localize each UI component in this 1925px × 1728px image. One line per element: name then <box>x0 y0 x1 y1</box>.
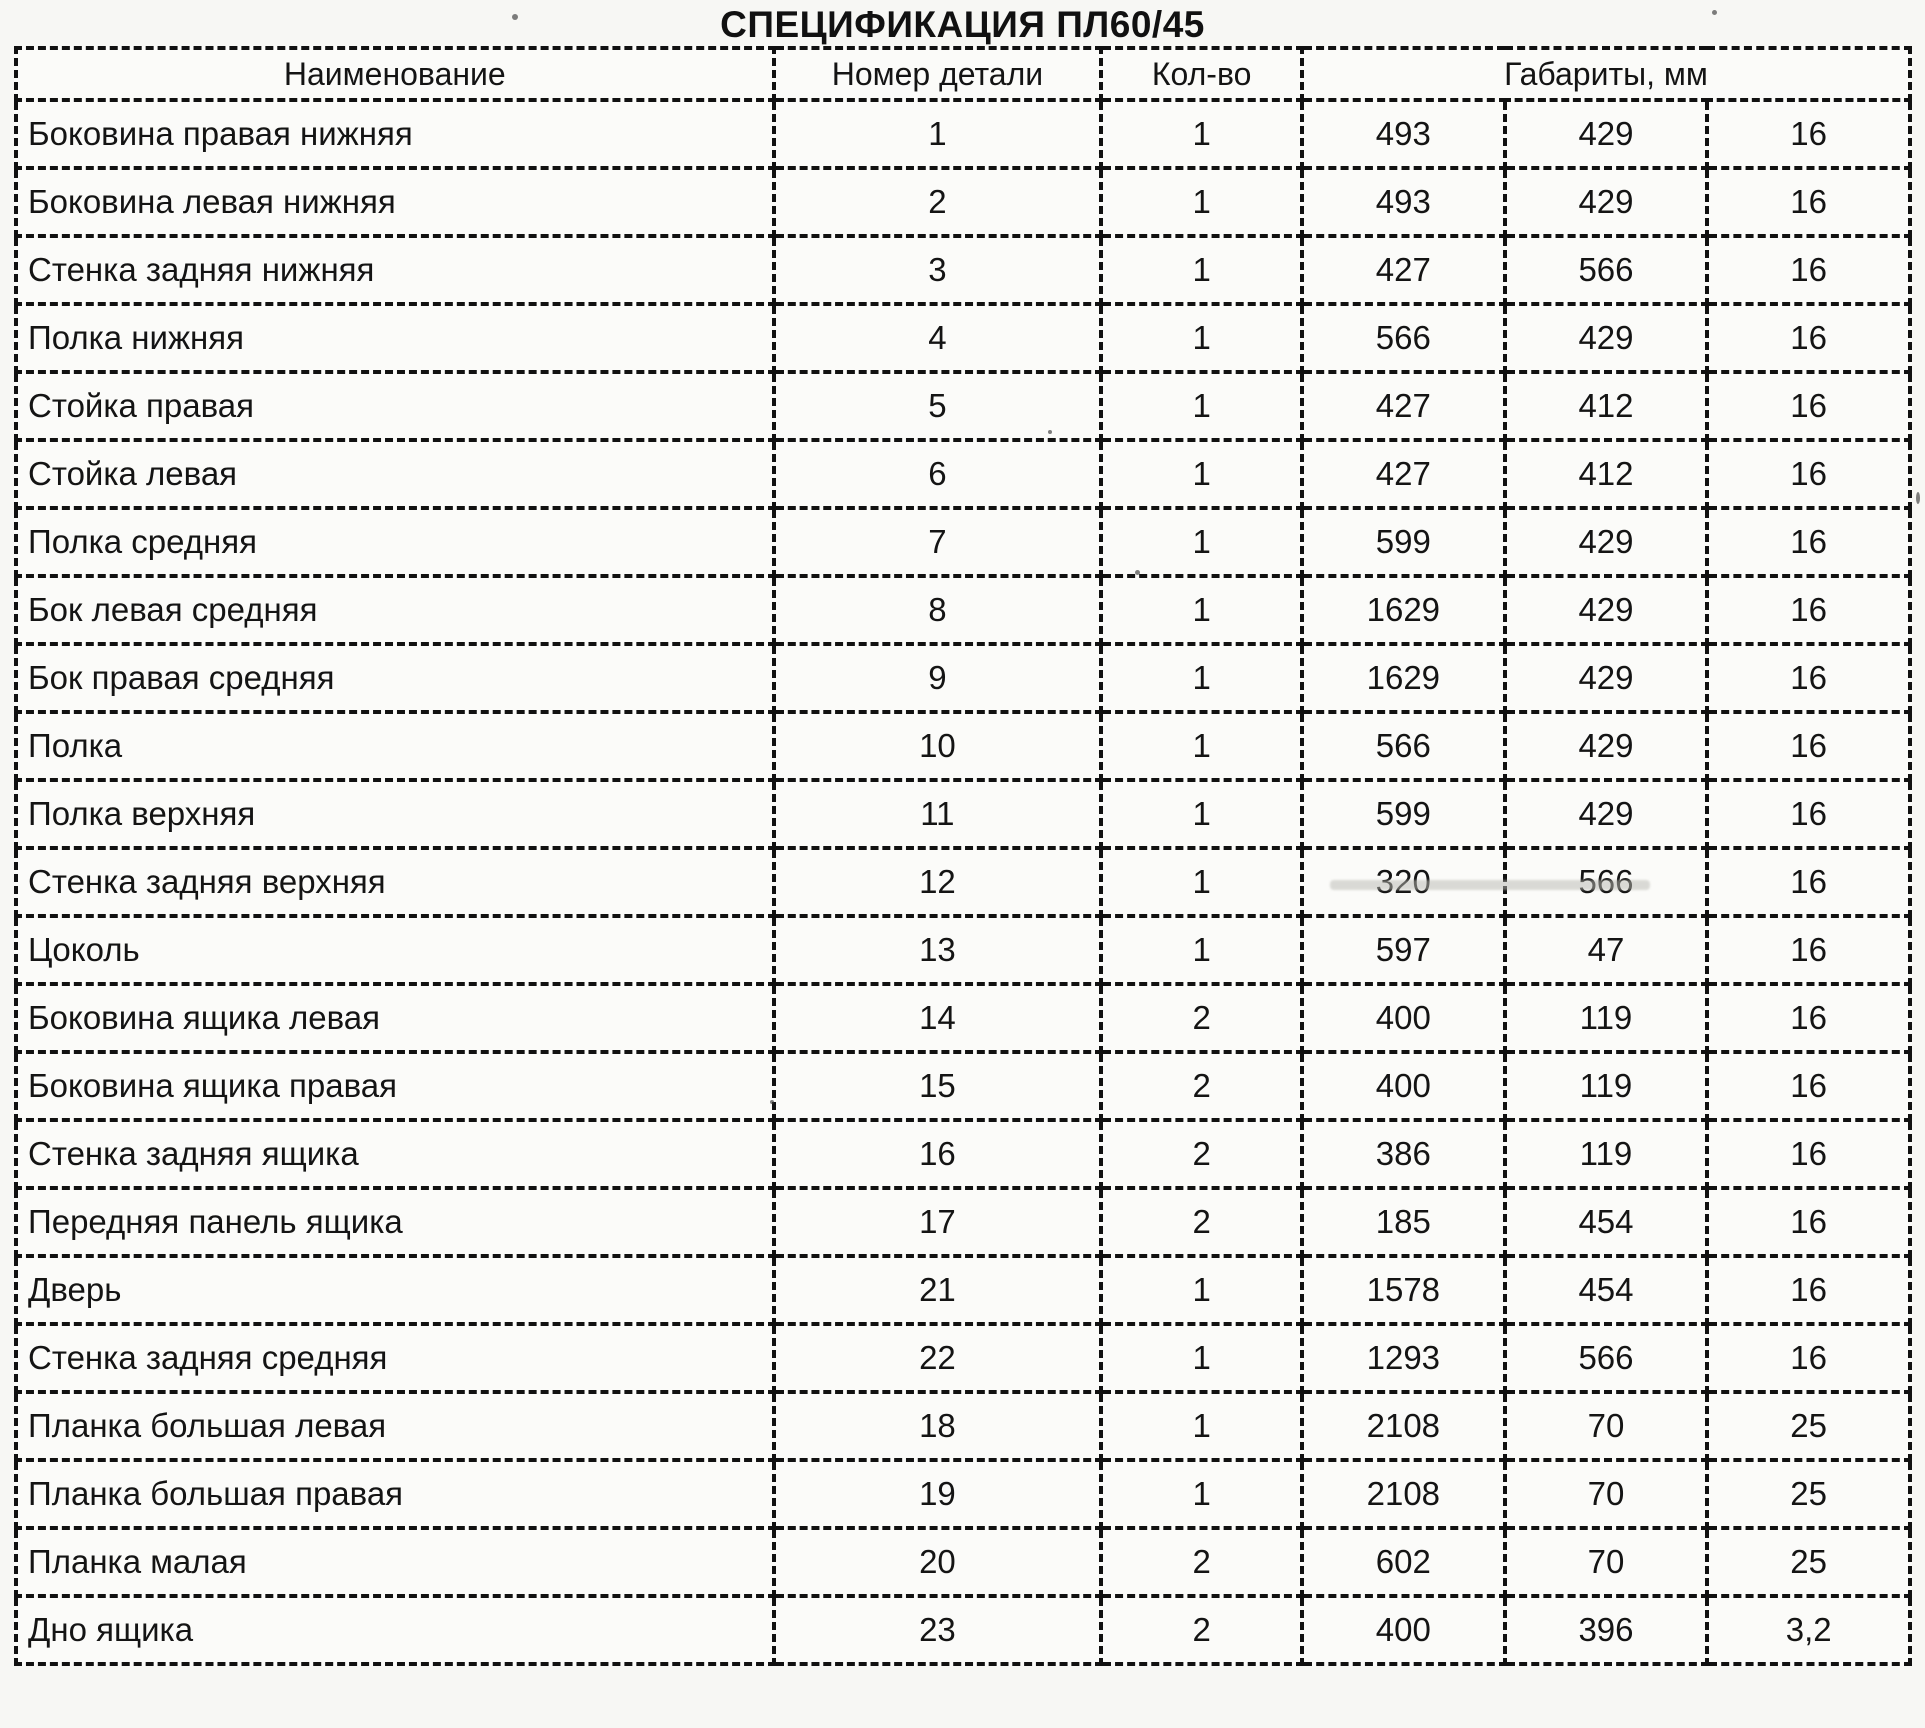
quantity-cell: 1 <box>1101 1460 1302 1528</box>
quantity-cell: 1 <box>1101 848 1302 916</box>
dim-length-cell: 597 <box>1302 916 1505 984</box>
table-row <box>16 576 1910 644</box>
dim-length-cell: 400 <box>1302 1052 1505 1120</box>
table-row <box>16 984 1910 1052</box>
name-cell: Стойка левая <box>16 440 774 508</box>
table-row <box>16 1188 1910 1256</box>
table-row <box>16 440 1910 508</box>
dim-thickness-cell: 16 <box>1707 780 1910 848</box>
dim-thickness-cell: 16 <box>1707 100 1910 168</box>
quantity-cell: 1 <box>1101 508 1302 576</box>
page-title: СПЕЦИФИКАЦИЯ ПЛ60/45 <box>720 4 1205 45</box>
dim-length-cell: 493 <box>1302 100 1505 168</box>
dim-length-cell: 599 <box>1302 780 1505 848</box>
part-number-cell: 14 <box>774 984 1102 1052</box>
dim-width-cell: 70 <box>1505 1460 1708 1528</box>
part-number-cell: 11 <box>774 780 1102 848</box>
dim-length-cell: 386 <box>1302 1120 1505 1188</box>
part-number-cell: 12 <box>774 848 1102 916</box>
name-cell: Дверь <box>16 1256 774 1324</box>
dim-thickness-cell: 16 <box>1707 848 1910 916</box>
scan-noise-speck <box>512 14 518 20</box>
dim-length-cell: 427 <box>1302 236 1505 304</box>
dim-length-cell: 566 <box>1302 712 1505 780</box>
quantity-cell: 2 <box>1101 1120 1302 1188</box>
table-row <box>16 236 1910 304</box>
dim-thickness-cell: 16 <box>1707 304 1910 372</box>
name-cell: Планка большая правая <box>16 1460 774 1528</box>
dim-width-cell: 412 <box>1505 440 1708 508</box>
header-part-number: Номер детали <box>774 48 1102 100</box>
dim-thickness-cell: 16 <box>1707 236 1910 304</box>
dim-length-cell: 1629 <box>1302 576 1505 644</box>
part-number-cell: 9 <box>774 644 1102 712</box>
part-number-cell: 5 <box>774 372 1102 440</box>
table-row <box>16 372 1910 440</box>
quantity-cell: 1 <box>1101 304 1302 372</box>
dim-thickness-cell: 16 <box>1707 1188 1910 1256</box>
part-number-cell: 7 <box>774 508 1102 576</box>
quantity-cell: 1 <box>1101 440 1302 508</box>
quantity-cell: 1 <box>1101 576 1302 644</box>
part-number-cell: 8 <box>774 576 1102 644</box>
dim-thickness-cell: 16 <box>1707 984 1910 1052</box>
quantity-cell: 1 <box>1101 236 1302 304</box>
quantity-cell: 1 <box>1101 1392 1302 1460</box>
dim-width-cell: 454 <box>1505 1256 1708 1324</box>
name-cell: Стенка задняя верхняя <box>16 848 774 916</box>
quantity-cell: 2 <box>1101 1596 1302 1664</box>
quantity-cell: 1 <box>1101 644 1302 712</box>
dim-thickness-cell: 3,2 <box>1707 1596 1910 1664</box>
dim-width-cell: 70 <box>1505 1528 1708 1596</box>
quantity-cell: 2 <box>1101 1052 1302 1120</box>
part-number-cell: 18 <box>774 1392 1102 1460</box>
quantity-cell: 2 <box>1101 1528 1302 1596</box>
dim-thickness-cell: 16 <box>1707 576 1910 644</box>
dim-width-cell: 429 <box>1505 712 1708 780</box>
scan-smudge <box>1330 880 1650 890</box>
header-quantity: Кол-во <box>1101 48 1302 100</box>
quantity-cell: 1 <box>1101 916 1302 984</box>
dim-length-cell: 493 <box>1302 168 1505 236</box>
name-cell: Стенка задняя ящика <box>16 1120 774 1188</box>
part-number-cell: 20 <box>774 1528 1102 1596</box>
dim-thickness-cell: 16 <box>1707 1324 1910 1392</box>
table-row <box>16 1256 1910 1324</box>
part-number-cell: 2 <box>774 168 1102 236</box>
part-number-cell: 16 <box>774 1120 1102 1188</box>
table-row <box>16 712 1910 780</box>
dim-width-cell: 566 <box>1505 1324 1708 1392</box>
dim-width-cell: 429 <box>1505 644 1708 712</box>
name-cell: Боковина левая нижняя <box>16 168 774 236</box>
part-number-cell: 21 <box>774 1256 1102 1324</box>
scan-noise-speck <box>1135 570 1140 575</box>
quantity-cell: 1 <box>1101 780 1302 848</box>
part-number-cell: 17 <box>774 1188 1102 1256</box>
dim-thickness-cell: 16 <box>1707 440 1910 508</box>
quantity-cell: 1 <box>1101 1324 1302 1392</box>
dim-width-cell: 429 <box>1505 168 1708 236</box>
dim-width-cell: 429 <box>1505 508 1708 576</box>
dim-thickness-cell: 25 <box>1707 1392 1910 1460</box>
dim-thickness-cell: 16 <box>1707 1256 1910 1324</box>
dim-length-cell: 185 <box>1302 1188 1505 1256</box>
part-number-cell: 13 <box>774 916 1102 984</box>
header-name: Наименование <box>16 48 774 100</box>
table-row <box>16 1052 1910 1120</box>
name-cell: Боковина ящика правая <box>16 1052 774 1120</box>
scan-noise-speck <box>1916 492 1920 504</box>
dim-thickness-cell: 25 <box>1707 1460 1910 1528</box>
dim-width-cell: 454 <box>1505 1188 1708 1256</box>
dim-length-cell: 566 <box>1302 304 1505 372</box>
name-cell: Цоколь <box>16 916 774 984</box>
table-row <box>16 304 1910 372</box>
dim-width-cell: 119 <box>1505 1052 1708 1120</box>
dim-length-cell: 1578 <box>1302 1256 1505 1324</box>
dim-length-cell: 1629 <box>1302 644 1505 712</box>
dim-width-cell: 429 <box>1505 304 1708 372</box>
header-row <box>16 48 1910 100</box>
table-row <box>16 1596 1910 1664</box>
dim-width-cell: 429 <box>1505 576 1708 644</box>
quantity-cell: 1 <box>1101 100 1302 168</box>
dim-width-cell: 566 <box>1505 236 1708 304</box>
dim-width-cell: 47 <box>1505 916 1708 984</box>
part-number-cell: 22 <box>774 1324 1102 1392</box>
name-cell: Планка малая <box>16 1528 774 1596</box>
scan-noise-speck <box>1712 10 1717 15</box>
quantity-cell: 1 <box>1101 372 1302 440</box>
table-row <box>16 916 1910 984</box>
dim-length-cell: 400 <box>1302 984 1505 1052</box>
part-number-cell: 6 <box>774 440 1102 508</box>
dim-length-cell: 599 <box>1302 508 1505 576</box>
quantity-cell: 2 <box>1101 984 1302 1052</box>
table-row <box>16 780 1910 848</box>
dim-width-cell: 429 <box>1505 780 1708 848</box>
part-number-cell: 1 <box>774 100 1102 168</box>
part-number-cell: 15 <box>774 1052 1102 1120</box>
dim-width-cell: 119 <box>1505 984 1708 1052</box>
dim-length-cell: 2108 <box>1302 1460 1505 1528</box>
dim-length-cell: 2108 <box>1302 1392 1505 1460</box>
spec-table <box>14 46 1912 1666</box>
dim-thickness-cell: 16 <box>1707 1120 1910 1188</box>
dim-width-cell: 119 <box>1505 1120 1708 1188</box>
dim-length-cell: 400 <box>1302 1596 1505 1664</box>
quantity-cell: 2 <box>1101 1188 1302 1256</box>
table-row <box>16 168 1910 236</box>
dim-width-cell: 396 <box>1505 1596 1708 1664</box>
name-cell: Боковина ящика левая <box>16 984 774 1052</box>
dim-width-cell: 412 <box>1505 372 1708 440</box>
dim-thickness-cell: 16 <box>1707 168 1910 236</box>
part-number-cell: 3 <box>774 236 1102 304</box>
table-row <box>16 1528 1910 1596</box>
dim-thickness-cell: 16 <box>1707 916 1910 984</box>
table-row <box>16 1392 1910 1460</box>
dim-thickness-cell: 16 <box>1707 1052 1910 1120</box>
dim-length-cell: 1293 <box>1302 1324 1505 1392</box>
name-cell: Передняя панель ящика <box>16 1188 774 1256</box>
table-row <box>16 508 1910 576</box>
dim-length-cell: 427 <box>1302 440 1505 508</box>
name-cell: Стенка задняя средняя <box>16 1324 774 1392</box>
dim-thickness-cell: 25 <box>1707 1528 1910 1596</box>
name-cell: Планка большая левая <box>16 1392 774 1460</box>
dim-width-cell: 429 <box>1505 100 1708 168</box>
dim-length-cell: 427 <box>1302 372 1505 440</box>
scan-noise-speck <box>770 1100 774 1104</box>
table-row <box>16 1460 1910 1528</box>
quantity-cell: 1 <box>1101 1256 1302 1324</box>
name-cell: Боковина правая нижняя <box>16 100 774 168</box>
table-row <box>16 644 1910 712</box>
part-number-cell: 10 <box>774 712 1102 780</box>
name-cell: Стойка правая <box>16 372 774 440</box>
dim-width-cell: 70 <box>1505 1392 1708 1460</box>
table-row <box>16 1324 1910 1392</box>
name-cell: Бок левая средняя <box>16 576 774 644</box>
name-cell: Полка нижняя <box>16 304 774 372</box>
scan-noise-speck <box>1048 430 1052 434</box>
quantity-cell: 1 <box>1101 168 1302 236</box>
header-dimensions: Габариты, мм <box>1302 48 1910 100</box>
dim-length-cell: 602 <box>1302 1528 1505 1596</box>
name-cell: Полка средняя <box>16 508 774 576</box>
name-cell: Стенка задняя нижняя <box>16 236 774 304</box>
part-number-cell: 23 <box>774 1596 1102 1664</box>
part-number-cell: 19 <box>774 1460 1102 1528</box>
name-cell: Полка верхняя <box>16 780 774 848</box>
name-cell: Бок правая средняя <box>16 644 774 712</box>
table-row <box>16 1120 1910 1188</box>
dim-thickness-cell: 16 <box>1707 508 1910 576</box>
name-cell: Полка <box>16 712 774 780</box>
name-cell: Дно ящика <box>16 1596 774 1664</box>
dim-thickness-cell: 16 <box>1707 712 1910 780</box>
part-number-cell: 4 <box>774 304 1102 372</box>
quantity-cell: 1 <box>1101 712 1302 780</box>
table-row <box>16 100 1910 168</box>
dim-thickness-cell: 16 <box>1707 644 1910 712</box>
dim-thickness-cell: 16 <box>1707 372 1910 440</box>
